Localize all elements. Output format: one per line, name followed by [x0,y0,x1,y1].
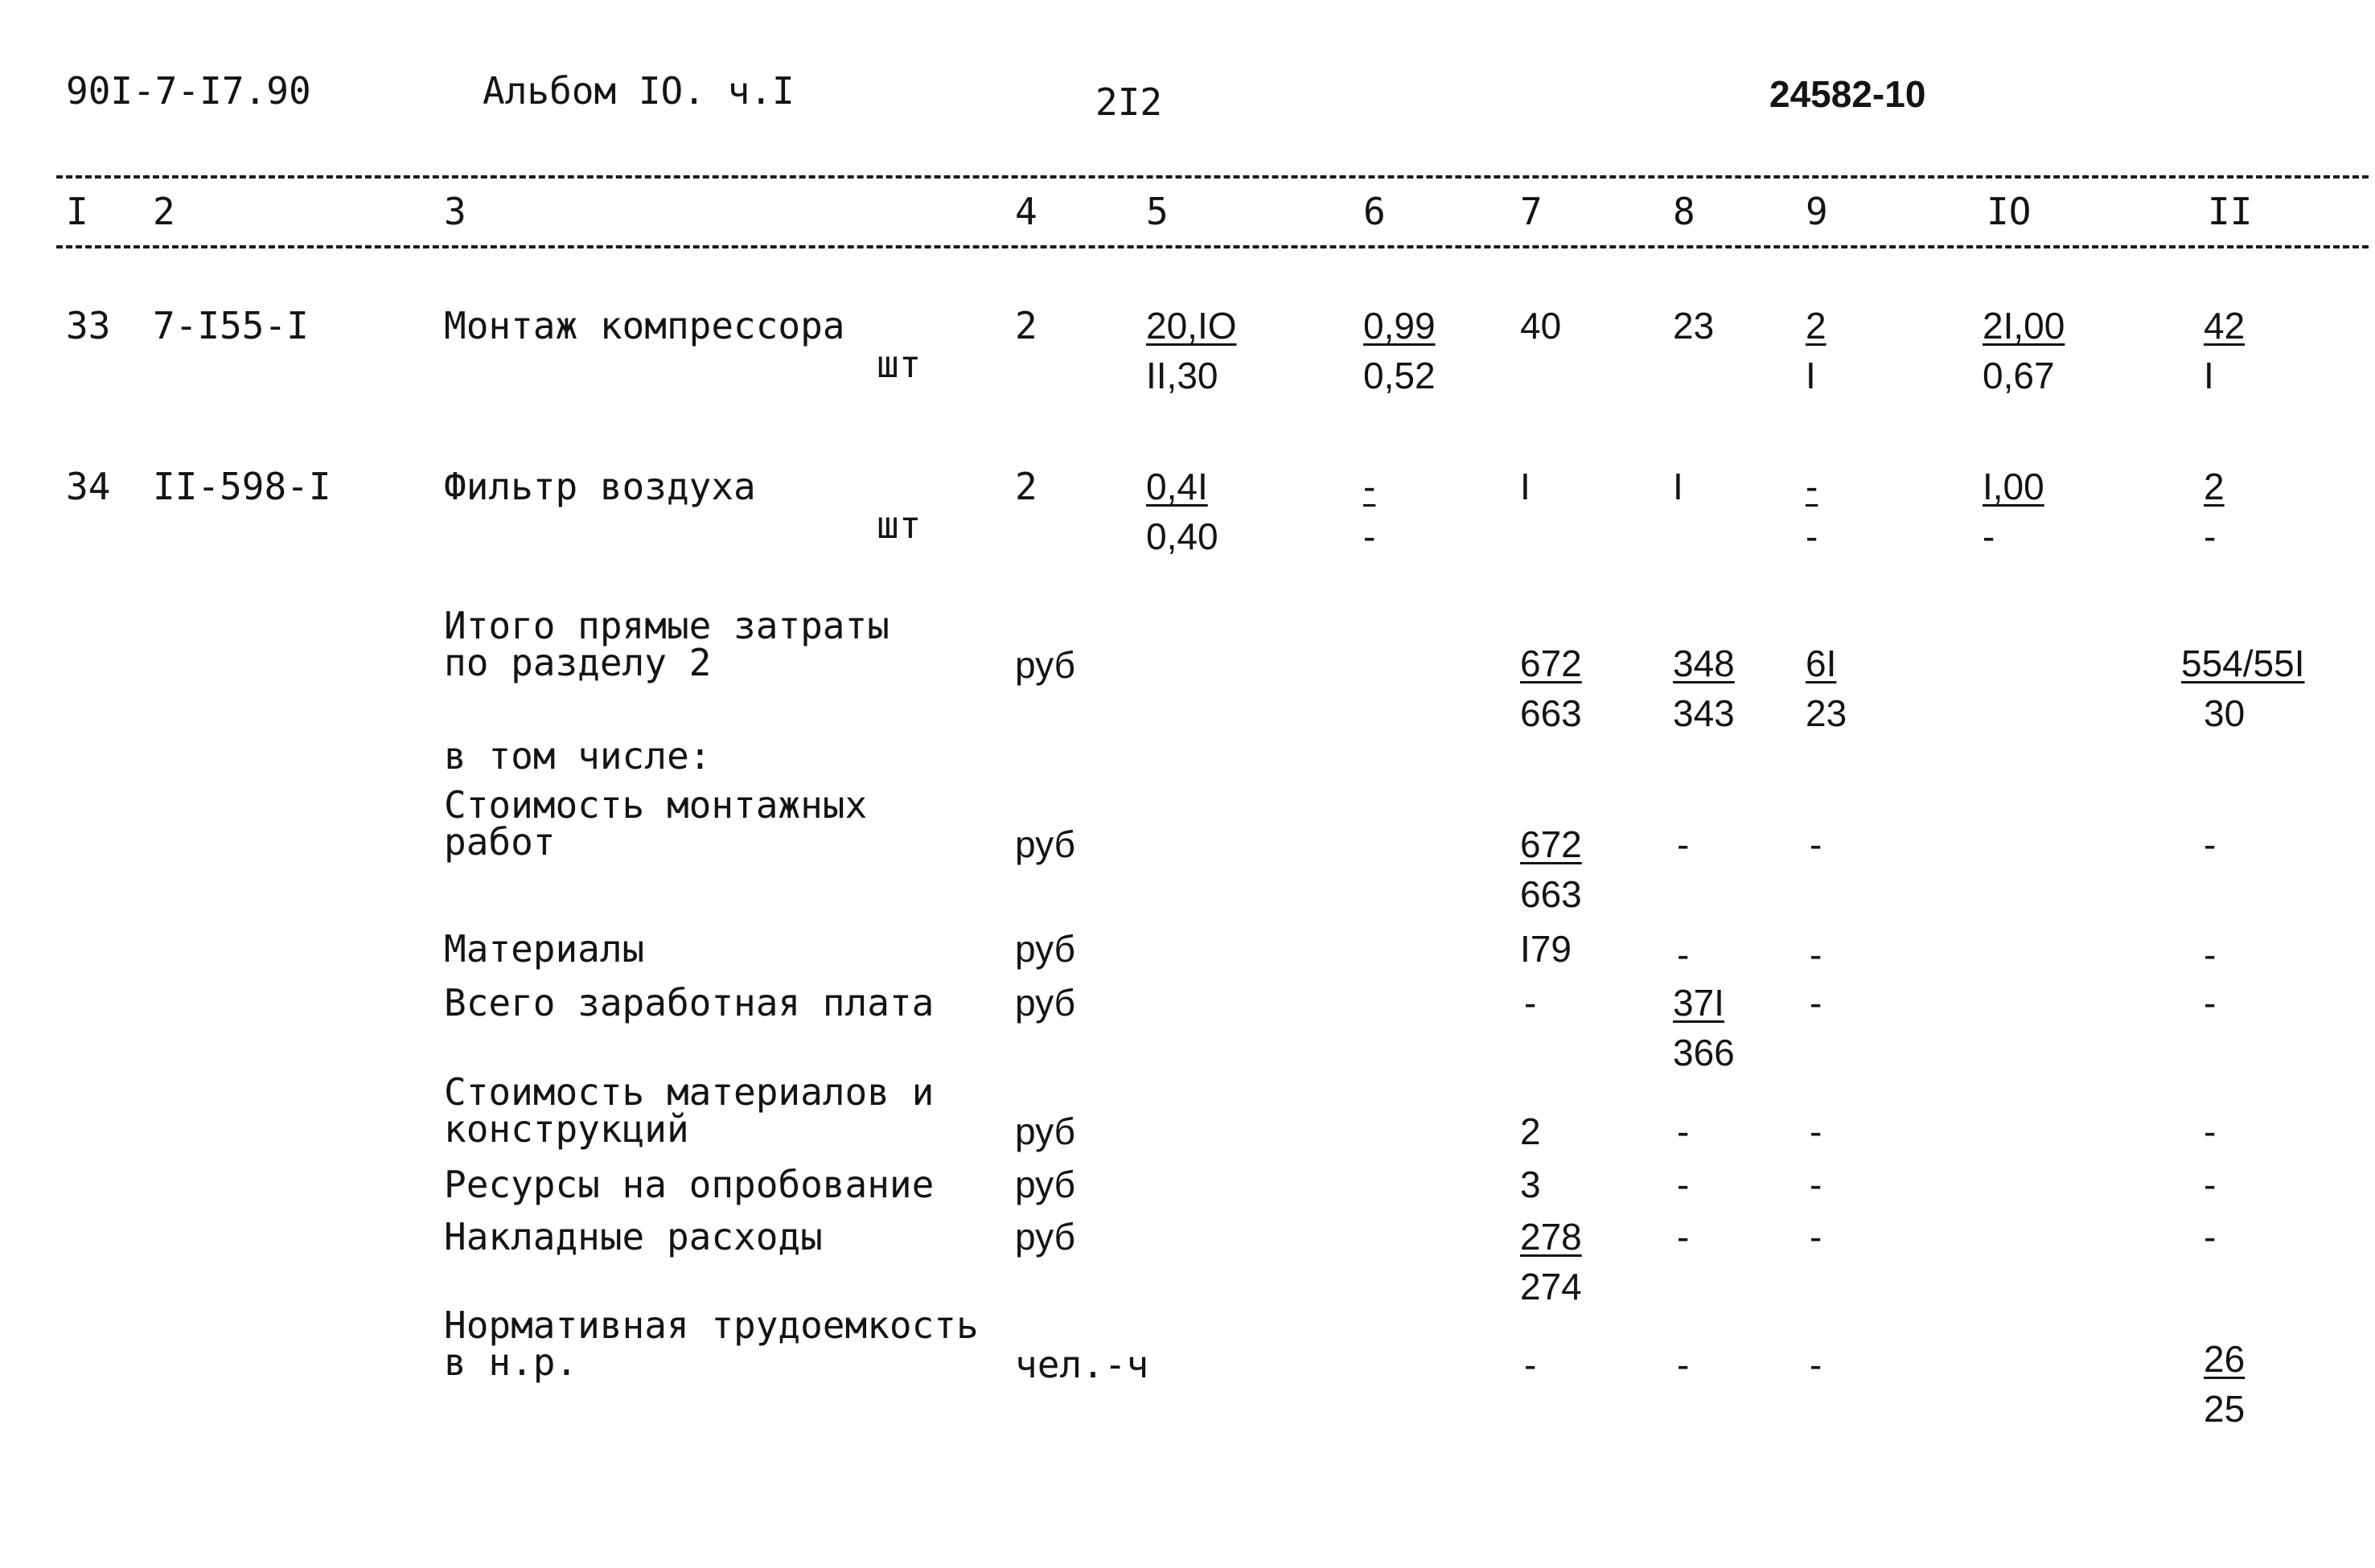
row-col8: 23 [1673,305,1715,347]
mounting-label-line-1: Стоимость монтажных [444,783,868,827]
labor-col7: - [1524,1344,1537,1385]
col-header-8: 8 [1673,190,1695,233]
row-quantity: 2 [1015,465,1038,508]
row-col11-top: 2 [2204,466,2225,507]
total-label-line-2: по разделу 2 [444,641,712,684]
testing-col8: - [1677,1164,1690,1205]
inventory-number: 24582-10 [1769,73,1926,115]
materials-col7: I79 [1520,928,1572,970]
row-col5-top: 0,4I [1146,466,1208,507]
testing-col11: - [2204,1164,2217,1205]
col-header-4: 4 [1015,190,1038,233]
row-col10-top: I,00 [1983,466,2044,507]
row-col11-bottom: - [2204,515,2217,557]
mounting-col7-bottom: 663 [1520,873,1582,915]
materials-label: Материалы [444,927,645,971]
labor-label-line-1: Нормативная трудоемкость [444,1303,979,1347]
col-header-9: 9 [1806,190,1828,233]
row-col10-bottom: - [1983,515,1995,557]
mounting-col8: - [1677,823,1690,865]
labor-unit: чел.-ч [1015,1343,1149,1386]
overhead-col11: - [2204,1216,2217,1258]
total-unit: руб [1015,644,1075,686]
row-col9-bottom: - [1806,515,1818,557]
constructions-col8: - [1677,1110,1690,1152]
row-col11-bottom: I [2204,355,2214,396]
total-col11-bottom: 30 [2204,692,2246,734]
total-col9-top: 6I [1806,642,1837,684]
materials-col11: - [2204,934,2217,975]
total-col11-top: 554/55I [2181,642,2305,684]
row-quantity: 2 [1015,304,1038,347]
row-col6-top: 0,99 [1363,305,1436,347]
overhead-col9: - [1810,1216,1822,1258]
testing-col9: - [1810,1164,1822,1205]
mounting-label [444,783,868,864]
header-bottom-rule [56,245,2369,248]
row-code: 7-I55-I [153,304,309,347]
constructions-label [444,1070,935,1151]
row-col7: I [1520,466,1531,507]
row-code: II-598-I [153,465,331,508]
document-code: 90I-7-I7.90 [66,69,311,113]
total-label [444,604,890,684]
overhead-label: Накладные расходы [444,1215,823,1258]
mounting-unit: руб [1015,823,1075,865]
mounting-col11: - [2204,823,2217,865]
materials-col9: - [1810,934,1822,975]
including-label: в том числе: [444,734,712,778]
constructions-col9: - [1810,1110,1822,1152]
total-col9-bottom: 23 [1806,692,1847,734]
testing-col7: 3 [1520,1164,1541,1205]
row-col8: I [1673,466,1683,507]
labor-label-line-2: в н.р. [444,1340,578,1384]
col-header-11: II [2208,190,2253,233]
wages-unit: руб [1015,982,1075,1024]
row-name: Фильтр воздуха [444,465,756,508]
labor-col11-top: 26 [2204,1338,2246,1380]
overhead-col8: - [1677,1216,1690,1258]
row-col6-bottom: - [1363,515,1376,557]
overhead-col7-top: 278 [1520,1216,1582,1258]
constructions-col11: - [2204,1110,2217,1152]
labor-col11-bottom: 25 [2204,1388,2246,1430]
constructions-label-line-1: Стоимость материалов и [444,1070,935,1114]
overhead-unit: руб [1015,1216,1075,1258]
row-col5-bottom: II,30 [1146,355,1218,396]
total-col8-top: 348 [1673,642,1735,684]
row-col6-top: - [1363,466,1376,507]
labor-label [444,1303,979,1384]
row-col9-bottom: I [1806,355,1816,396]
constructions-label-line-2: конструкций [444,1107,689,1151]
constructions-unit: руб [1015,1110,1075,1152]
col-header-5: 5 [1146,190,1169,233]
labor-col9: - [1810,1344,1822,1385]
wages-col8-bottom: 366 [1673,1032,1735,1073]
row-col9-top: - [1806,466,1818,507]
wages-col7: - [1524,982,1537,1024]
mounting-label-line-2: работ [444,820,556,864]
col-header-2: 2 [153,190,175,233]
total-col7-bottom: 663 [1520,692,1582,734]
wages-col9: - [1810,982,1822,1024]
labor-col8: - [1677,1344,1690,1385]
wages-col8-top: 37I [1673,982,1724,1024]
overhead-col7-bottom: 274 [1520,1266,1582,1307]
wages-label: Всего заработная плата [444,981,935,1024]
row-unit: шт [877,503,922,547]
row-col5-top: 20,IO [1146,305,1237,347]
mounting-col9: - [1810,823,1822,865]
total-col8-bottom: 343 [1673,692,1735,734]
page-number: 2I2 [1095,80,1163,124]
album-label: Альбом IO. ч.I [483,69,795,113]
wages-col11: - [2204,982,2217,1024]
col-header-1: I [66,190,88,233]
row-col9-top: 2 [1806,305,1826,347]
row-unit: шт [877,343,922,386]
header-top-rule [56,175,2369,179]
row-number: 33 [66,304,111,347]
total-col7-top: 672 [1520,642,1582,684]
materials-unit: руб [1015,928,1075,970]
col-header-10: IO [1987,190,2032,233]
col-header-6: 6 [1363,190,1386,233]
row-col5-bottom: 0,40 [1146,515,1218,557]
constructions-col7: 2 [1520,1110,1541,1152]
row-col11-top: 42 [2204,305,2246,347]
col-header-3: 3 [444,190,466,233]
row-number: 34 [66,465,111,508]
materials-col8: - [1677,934,1690,975]
row-col6-bottom: 0,52 [1363,355,1436,396]
mounting-col7-top: 672 [1520,823,1582,865]
row-col7: 40 [1520,305,1562,347]
row-col10-top: 2I,00 [1983,305,2065,347]
testing-unit: руб [1015,1164,1075,1205]
col-header-7: 7 [1520,190,1543,233]
total-label-line-1: Итого прямые затраты [444,604,890,647]
row-name: Монтаж компрессора [444,304,845,347]
testing-label: Ресурсы на опробование [444,1163,935,1206]
row-col10-bottom: 0,67 [1983,355,2055,396]
